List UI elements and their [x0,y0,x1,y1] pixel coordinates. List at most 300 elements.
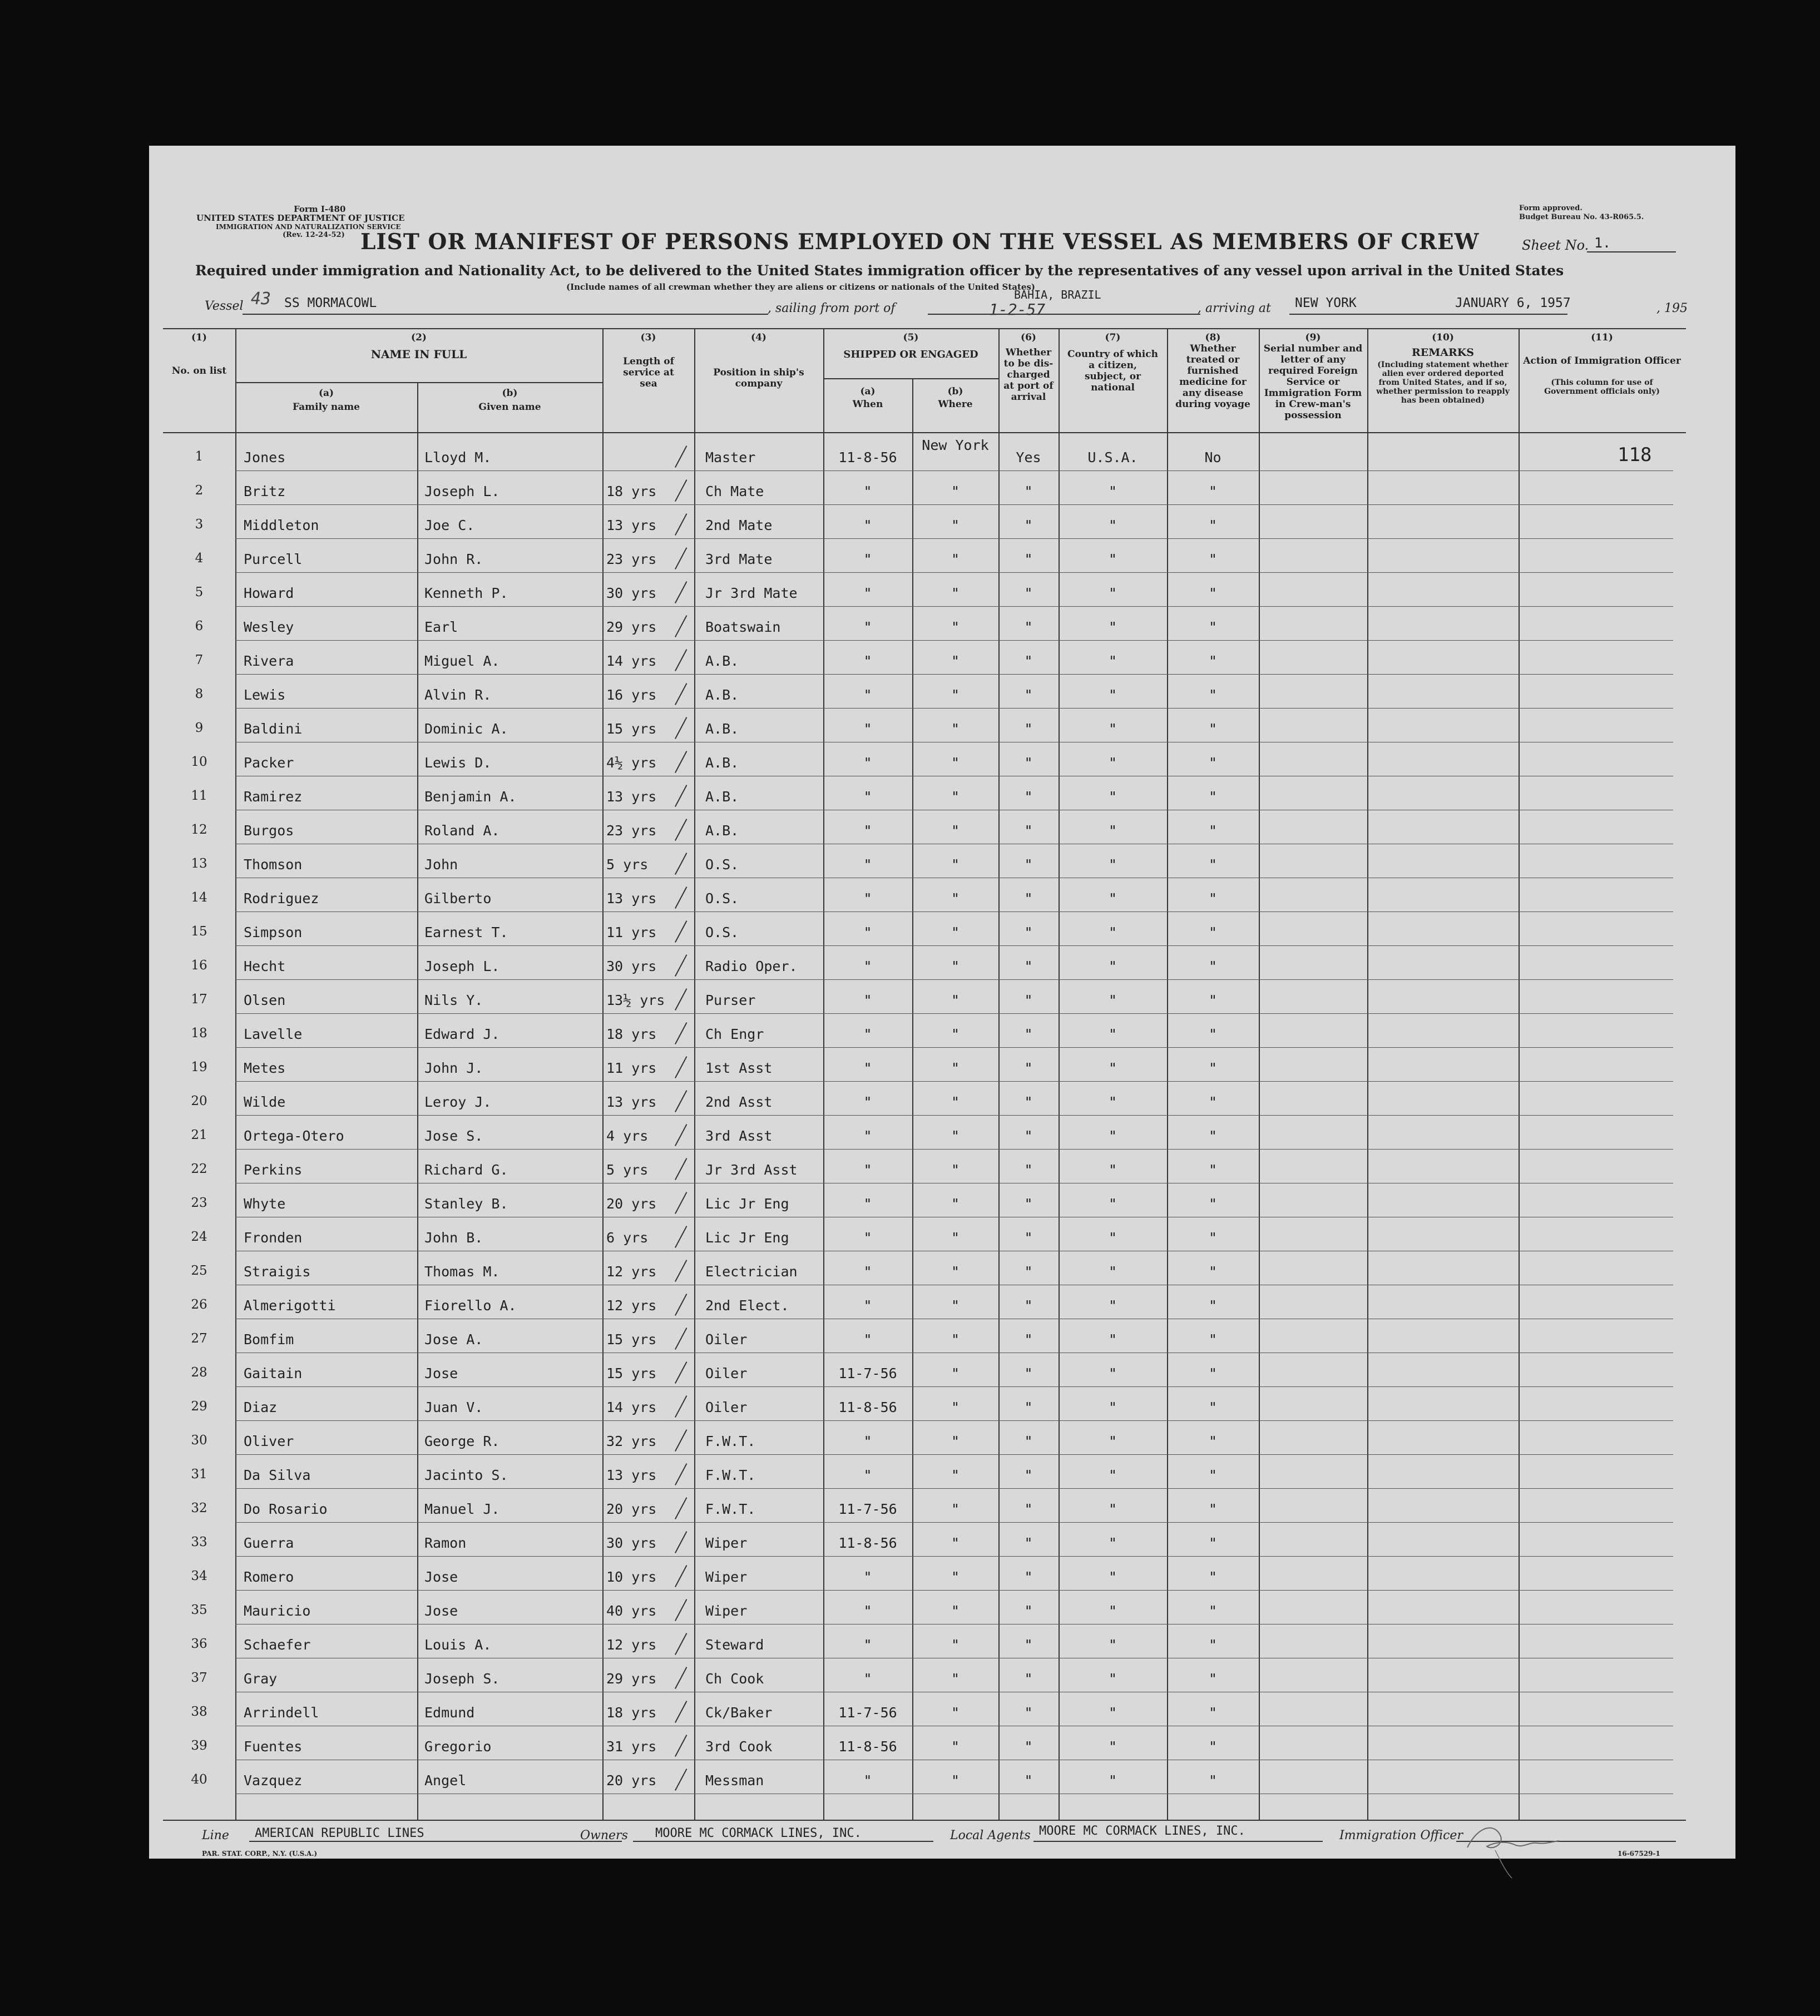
given-name: Gregorio [424,1738,492,1755]
discharged: " [1024,789,1033,805]
given-name: Ramon [424,1535,467,1551]
length-of-service: 32 yrs [606,1433,657,1449]
position: A.B. [705,653,739,669]
shipped-when: " [863,1094,872,1110]
discharged: " [1024,1128,1033,1144]
position: F.W.T. [705,1467,756,1483]
position: Ch Mate [705,483,764,499]
position: A.B. [705,687,739,703]
length-of-service: 11 yrs [606,1060,657,1076]
row-number: 28 [191,1365,207,1380]
row-number: 21 [191,1128,207,1142]
medicine: " [1208,1331,1218,1348]
length-of-service: 12 yrs [606,1637,657,1653]
shipped-where: " [951,1569,960,1585]
length-of-service: 31 yrs [606,1738,657,1755]
given-name: Earnest T. [424,924,508,940]
discharged: " [1024,958,1033,974]
country: " [1108,1501,1117,1517]
medicine: " [1208,1196,1218,1212]
length-of-service: 40 yrs [606,1603,657,1619]
medicine: " [1208,1399,1218,1415]
discharged: " [1024,1094,1033,1110]
shipped-when: " [863,551,872,567]
col11-number: (11) [1591,332,1613,343]
shipped-when: " [863,483,872,499]
length-of-service: 13½ yrs [606,992,665,1008]
given-name: Miguel A. [424,653,500,669]
family-name: Bomfim [244,1331,294,1348]
shipped-when: " [863,856,872,873]
given-name: Jacinto S. [424,1467,508,1483]
discharged: " [1024,721,1033,737]
given-name: Leroy J. [424,1094,492,1110]
col5-number: (5) [903,332,919,343]
length-of-service: 29 yrs [606,619,657,635]
row-number: 27 [191,1331,207,1346]
col-header-name-in-full: NAME IN FULL [370,348,467,361]
local-agents-value: MOORE MC CORMACK LINES, INC. [1039,1824,1245,1838]
position: 2nd Mate [705,517,773,533]
col-header-serial-number: Serial number and letter of any required Foreign Service or Immigration Form in Crew-man's possession [1263,343,1363,421]
country: " [1108,1671,1117,1687]
shipped-when: 11-8-56 [838,1399,897,1415]
col9-number: (9) [1305,332,1321,343]
country: " [1108,958,1117,974]
shipped-when: 11-7-56 [838,1365,897,1381]
medicine: " [1208,1603,1218,1619]
shipped-where: " [951,1399,960,1415]
port-of-departure: BAHIA, BRAZIL [1014,288,1101,301]
col-header-remarks: REMARKS [1411,346,1475,359]
shipped-when: " [863,1603,872,1619]
country: " [1108,721,1117,737]
family-name: Lavelle [244,1026,303,1042]
shipped-where: " [951,551,960,567]
shipped-when: " [863,890,872,907]
given-name: Roland A. [424,823,500,839]
row-number: 12 [191,823,207,837]
discharged: " [1024,483,1033,499]
shipped-when: " [863,1264,872,1280]
country: " [1108,551,1117,567]
row-number: 31 [191,1467,207,1482]
medicine: " [1208,1535,1218,1551]
position: Oiler [705,1365,748,1381]
sheet-number: 1. [1594,235,1611,251]
col3-number: (3) [640,332,656,343]
country: " [1108,1026,1117,1042]
discharged: " [1024,1637,1033,1653]
col5b-number: (b) [947,386,963,397]
position: Ch Engr [705,1026,764,1042]
col-header-position: Position in ship's company [713,367,804,389]
shipped-when: " [863,1297,872,1314]
row-rule [235,1522,1673,1523]
manifest-sheet [149,146,1735,1859]
country: " [1108,1365,1117,1381]
shipped-when: " [863,1162,872,1178]
vessel-handwritten-mark: 43 [251,289,271,309]
discharged: " [1024,992,1033,1008]
length-of-service: 18 yrs [606,483,657,499]
family-name: Diaz [244,1399,278,1415]
family-name: Packer [244,755,294,771]
budget-bureau: Budget Bureau No. 43-R065.5. [1519,213,1644,221]
family-name: Arrindell [244,1705,319,1721]
shipped-when: " [863,585,872,601]
length-of-service: 14 yrs [606,653,657,669]
given-name: Lewis D. [424,755,492,771]
country: " [1108,823,1117,839]
length-of-service: 4 yrs [606,1128,649,1144]
position: Oiler [705,1331,748,1348]
row-rule [235,1149,1673,1150]
medicine: " [1208,890,1218,907]
medicine: " [1208,1501,1218,1517]
given-name: Kenneth P. [424,585,508,601]
row-number: 9 [195,721,204,735]
shipped-where: " [951,755,960,771]
discharged: " [1024,1535,1033,1551]
shipped-when: " [863,1331,872,1348]
given-name: Manuel J. [424,1501,500,1517]
length-of-service: 10 yrs [606,1569,657,1585]
row-number: 17 [191,992,207,1007]
country: " [1108,789,1117,805]
medicine: " [1208,1230,1218,1246]
given-name: Thomas M. [424,1264,500,1280]
shipped-when: " [863,924,872,940]
position: 3rd Asst [705,1128,773,1144]
shipped-where: " [951,619,960,635]
medicine: " [1208,551,1218,567]
length-of-service: 13 yrs [606,789,657,805]
position: O.S. [705,924,739,940]
discharged: " [1024,1060,1033,1076]
discharged: " [1024,551,1033,567]
medicine: " [1208,1026,1218,1042]
shipped-where: " [951,856,960,873]
row-number: 8 [195,687,204,701]
given-name: Joseph L. [424,483,500,499]
country: " [1108,1433,1117,1449]
printer-imprint: PAR. STAT. CORP., N.Y. (U.S.A.) [202,1850,318,1858]
country: " [1108,1196,1117,1212]
shipped-where: " [951,823,960,839]
department-line: UNITED STATES DEPARTMENT OF JUSTICE [196,213,405,223]
length-of-service: 20 yrs [606,1772,657,1789]
length-of-service: 30 yrs [606,1535,657,1551]
family-name: Jones [244,449,286,465]
row-rule [235,1081,1673,1082]
discharged: " [1024,890,1033,907]
country: " [1108,653,1117,669]
shipped-where: " [951,1196,960,1212]
country: " [1108,755,1117,771]
position: Radio Oper. [705,958,798,974]
country: " [1108,517,1117,533]
length-of-service: 29 yrs [606,1671,657,1687]
shipped-when: " [863,1467,872,1483]
arriving-label: , arriving at [1198,301,1271,315]
shipped-where: " [951,1264,960,1280]
medicine: " [1208,1297,1218,1314]
row-number: 18 [191,1026,207,1041]
shipped-when: " [863,789,872,805]
print-code: 16-67529-1 [1618,1850,1660,1858]
service-line: IMMIGRATION AND NATURALIZATION SERVICE [216,223,401,231]
discharged: " [1024,1297,1033,1314]
medicine: " [1208,653,1218,669]
country: " [1108,483,1117,499]
discharged: " [1024,1467,1033,1483]
shipped-where: " [951,721,960,737]
shipped-when: " [863,1569,872,1585]
length-of-service: 11 yrs [606,924,657,940]
shipped-when: " [863,1128,872,1144]
given-name: Joseph S. [424,1671,500,1687]
position: Wiper [705,1569,748,1585]
discharged: " [1024,653,1033,669]
family-name: Lewis [244,687,286,703]
medicine: " [1208,924,1218,940]
length-of-service: 23 yrs [606,823,657,839]
row-number: 39 [191,1738,207,1753]
shipped-where: " [951,1026,960,1042]
given-name: John J. [424,1060,483,1076]
shipped-where: " [951,1637,960,1653]
col-header-country: Country of which a citizen, subject, or national [1067,349,1158,393]
row-number: 30 [191,1433,207,1448]
position: 1st Asst [705,1060,773,1076]
position: 2nd Elect. [705,1297,789,1314]
shipped-where: " [951,1603,960,1619]
length-of-service: 30 yrs [606,585,657,601]
shipped-where: " [951,483,960,499]
position: Electrician [705,1264,798,1280]
revision-date: (Rev. 12-24-52) [283,231,345,239]
discharged: " [1024,1264,1033,1280]
country: " [1108,890,1117,907]
length-of-service: 12 yrs [606,1264,657,1280]
length-of-service: 20 yrs [606,1501,657,1517]
shipped-where: " [951,1501,960,1517]
country: " [1108,1162,1117,1178]
row-rule [235,1115,1673,1116]
include-note: (Include names of all crewman whether they are aliens or citizens or nationals of the United States) [566,282,1035,292]
given-name: Joseph L. [424,958,500,974]
medicine: " [1208,1637,1218,1653]
medicine: " [1208,1772,1218,1789]
medicine: " [1208,619,1218,635]
discharged: " [1024,1569,1033,1585]
discharged: " [1024,1331,1033,1348]
country: " [1108,1569,1117,1585]
medicine: " [1208,721,1218,737]
row-number: 1 [195,449,204,464]
shipped-where: " [951,1433,960,1449]
shipped-where: " [951,1705,960,1721]
length-of-service: 23 yrs [606,551,657,567]
country: " [1108,619,1117,635]
family-name: Hecht [244,958,286,974]
position: Purser [705,992,756,1008]
given-name: John [424,856,458,873]
given-name: Dominic A. [424,721,508,737]
country: " [1108,1399,1117,1415]
required-statement: Required under immigration and Nationality Act, to be delivered to the United States immigration officer by the representatives of any vessel upon arrival in the United States [195,262,1564,279]
family-name: Fuentes [244,1738,303,1755]
given-name: Edmund [424,1705,475,1721]
given-name: Fiorello A. [424,1297,517,1314]
country: " [1108,1637,1117,1653]
family-name: Do Rosario [244,1501,328,1517]
col-header-immigration-action: Action of Immigration Officer [1523,355,1681,366]
medicine: " [1208,1128,1218,1144]
country: " [1108,1535,1117,1551]
row-rule [235,1590,1673,1591]
position: Ck/Baker [705,1705,773,1721]
family-name: Middleton [244,517,319,533]
shipped-when: " [863,1196,872,1212]
country: " [1108,1094,1117,1110]
port-handwritten-date: 1-2-57 [989,300,1046,319]
position: A.B. [705,789,739,805]
remarks-note: (Including statement whether alien ever ordered deported from United States, and if so, whether permission to reapply has been obtained) [1376,360,1510,405]
discharged: " [1024,755,1033,771]
country: " [1108,1331,1117,1348]
row-number: 23 [191,1196,207,1210]
family-name: Perkins [244,1162,303,1178]
country: " [1108,924,1117,940]
row-number: 38 [191,1705,207,1719]
country: " [1108,687,1117,703]
medicine: " [1208,992,1218,1008]
owners-label: Owners [580,1829,628,1842]
row-number: 5 [195,585,204,600]
row-number: 4 [195,551,204,566]
check-mark [675,445,687,468]
row-number: 40 [191,1772,207,1787]
year-suffix: , 195 [1656,301,1688,315]
discharged: Yes [1016,449,1041,465]
line-value: AMERICAN REPUBLIC LINES [255,1826,424,1840]
given-name: Jose [424,1569,458,1585]
row-number: 16 [191,958,207,973]
given-name: Jose [424,1365,458,1381]
row-number: 6 [195,619,204,633]
row-number: 7 [195,653,204,667]
length-of-service: 14 yrs [606,1399,657,1415]
medicine: No [1204,449,1221,465]
discharged: " [1024,1230,1033,1246]
row-number: 32 [191,1501,207,1515]
discharged: " [1024,1772,1033,1789]
row-rule [235,504,1673,505]
col-header-family-name: Family name [292,402,360,413]
col-header-length-of-service: Length of service at sea [623,356,674,389]
vessel-name: SS MORMACOWL [284,296,377,310]
shipped-where: " [951,958,960,974]
row-number: 36 [191,1637,207,1651]
medicine: " [1208,585,1218,601]
col8-number: (8) [1205,332,1221,343]
given-name: John R. [424,551,483,567]
discharged: " [1024,924,1033,940]
given-name: Edward J. [424,1026,500,1042]
discharged: " [1024,1196,1033,1212]
col-header-given-name: Given name [478,402,541,413]
col6-number: (6) [1021,332,1036,343]
row-rule [235,606,1673,607]
row-rule [235,1454,1673,1455]
discharged: " [1024,1365,1033,1381]
row-rule [235,708,1673,709]
given-name: John B. [424,1230,483,1246]
col-header-where: Where [938,399,973,410]
shipped-where: " [951,1467,960,1483]
given-name: George R. [424,1433,500,1449]
position: Steward [705,1637,764,1653]
col-header-shipped-engaged: SHIPPED OR ENGAGED [843,349,978,360]
col-header-when: When [852,399,883,410]
row-number: 15 [191,924,207,939]
row-rule [235,1420,1673,1421]
shipped-when: " [863,823,872,839]
row-number: 13 [191,856,207,871]
vessel-label: Vessel [205,299,244,313]
col10-number: (10) [1432,332,1454,343]
shipped-where: " [951,1060,960,1076]
given-name: Stanley B. [424,1196,508,1212]
country: " [1108,1128,1117,1144]
discharged: " [1024,687,1033,703]
family-name: Rivera [244,653,294,669]
shipped-when: " [863,721,872,737]
given-name: Jose A. [424,1331,483,1348]
shipped-when: 11-7-56 [838,1705,897,1721]
col2b-number: (b) [502,388,518,399]
row-number: 2 [195,483,204,498]
discharged: " [1024,1433,1033,1449]
family-name: Schaefer [244,1637,311,1653]
shipped-where: " [951,1230,960,1246]
position: Ch Cook [705,1671,764,1687]
family-name: Howard [244,585,294,601]
shipped-when: " [863,517,872,533]
col7-number: (7) [1105,332,1121,343]
family-name: Simpson [244,924,303,940]
family-name: Britz [244,483,286,499]
medicine: " [1208,755,1218,771]
country: U.S.A. [1087,449,1138,465]
medicine: " [1208,789,1218,805]
shipped-where: " [951,1297,960,1314]
given-name: Nils Y. [424,992,483,1008]
row-number: 33 [191,1535,207,1549]
discharged: " [1024,856,1033,873]
given-name: Earl [424,619,458,635]
position: Wiper [705,1603,748,1619]
family-name: Whyte [244,1196,286,1212]
row-number: 29 [191,1399,207,1414]
length-of-service: 12 yrs [606,1297,657,1314]
country: " [1108,1603,1117,1619]
discharged: " [1024,1671,1033,1687]
length-of-service: 6 yrs [606,1230,649,1246]
family-name: Wesley [244,619,294,635]
